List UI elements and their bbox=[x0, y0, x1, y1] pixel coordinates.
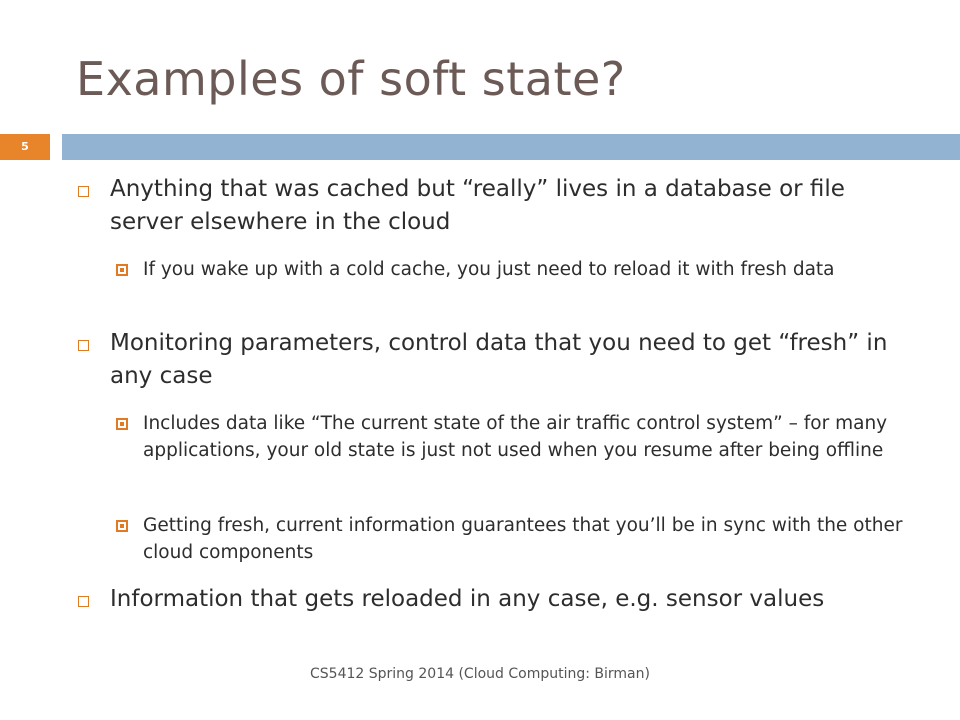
slide-number: 5 bbox=[21, 140, 29, 153]
sub-bullet-item: Getting fresh, current information guarantees that you’ll be in sync with the other cloud components bbox=[143, 515, 903, 563]
slide-number-box bbox=[0, 134, 50, 160]
slide-footer: CS5412 Spring 2014 (Cloud Computing: Birman) bbox=[310, 666, 650, 682]
square-bullet-icon bbox=[78, 596, 89, 607]
bullet-item: Anything that was cached but “really” lives in a database or file server elsewhere in the cloud bbox=[110, 176, 845, 235]
bullet-item: Information that gets reloaded in any case, e.g. sensor values bbox=[110, 586, 825, 612]
filled-square-bullet-icon bbox=[116, 520, 128, 532]
filled-square-bullet-icon bbox=[116, 418, 128, 430]
sub-bullet-item: Includes data like “The current state of the air traffic control system” – for many applications, your old state is just not used when you resume after being offline bbox=[143, 413, 888, 461]
filled-square-bullet-icon bbox=[116, 264, 128, 276]
square-bullet-icon bbox=[78, 186, 89, 197]
title-divider-bar bbox=[62, 134, 960, 160]
bullet-item: Monitoring parameters, control data that you need to get “fresh” in any case bbox=[110, 330, 888, 389]
square-bullet-icon bbox=[78, 340, 89, 351]
sub-bullet-item: If you wake up with a cold cache, you just need to reload it with fresh data bbox=[143, 259, 835, 280]
slide-title: Examples of soft state? bbox=[76, 52, 626, 106]
